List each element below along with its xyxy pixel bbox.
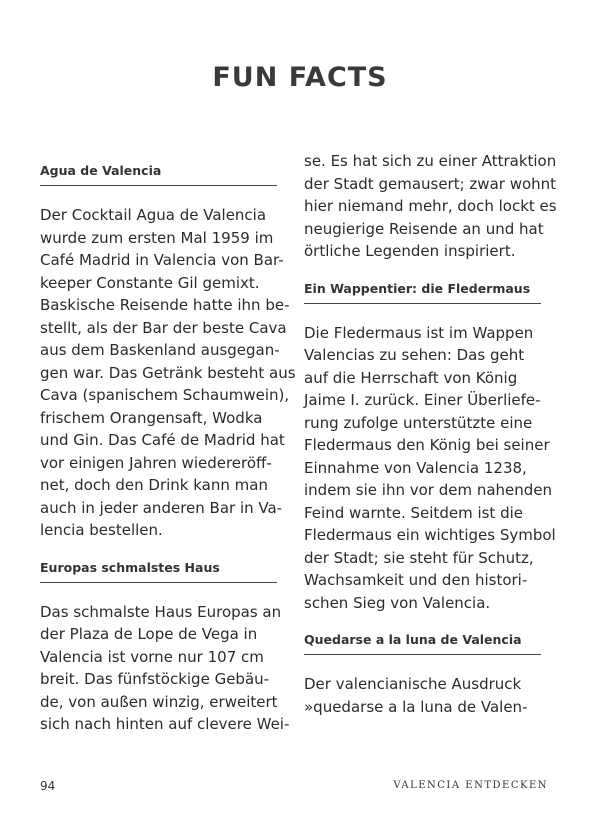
text-line: se. Es hat sich zu einer Attraktion: [304, 152, 557, 170]
right-column: [304, 150, 557, 736]
running-head: VALENCIA ENTDECKEN: [393, 780, 548, 791]
text-line: neugierige Reisende an und hat: [304, 219, 544, 238]
page-title: FUN FACTS: [212, 62, 388, 94]
text-line: auf die Herrschaft von König: [304, 368, 518, 387]
text-line: Das schmalste Haus Europas an: [40, 602, 282, 621]
text-line: Fledermaus den König bei seiner: [304, 436, 550, 454]
paragraph-continuation: [304, 150, 557, 263]
text-line: der Plaza de Lope de Vega in: [40, 625, 258, 643]
text-line: de, von außen winzig, erweitert: [40, 692, 278, 711]
text-line: Valencia ist vorne nur 107 cm: [40, 647, 264, 666]
text-line: Baskische Reisende hatte ihn be-: [40, 296, 290, 314]
text-line: vor einigen Jahren wiedereröff-: [40, 453, 272, 472]
left-column: [40, 150, 296, 754]
text-line: rung zufolge unterstützte eine: [304, 413, 533, 432]
text-line: sich nach hinten auf clevere Wei-: [40, 715, 290, 733]
text-line: Cava (spanischem Schaumwein),: [40, 386, 290, 404]
section-heading-wappentier: Ein Wappentier: die Fledermaus: [304, 281, 541, 304]
text-line: Valencias zu sehen: Das geht: [304, 346, 525, 364]
text-line: wurde zum ersten Mal 1959 im: [40, 228, 274, 247]
text-line: Der Cocktail Agua de Valencia: [40, 206, 267, 224]
text-line: »quedarse a la luna de Valen-: [304, 697, 528, 716]
text-line: und Gin. Das Café de Madrid hat: [40, 431, 285, 449]
paragraph-agua-de-valencia: [40, 204, 296, 542]
text-line: gen war. Das Getränk besteht aus: [40, 363, 296, 382]
text-line: auch in jeder anderen Bar in Va-: [40, 498, 283, 517]
text-line: frischem Orangensaft, Wodka: [40, 408, 263, 427]
text-line: Die Fledermaus ist im Wappen: [304, 323, 534, 342]
paragraph-wappentier: [304, 322, 556, 615]
text-line: der Stadt gemausert; zwar wohnt: [304, 174, 557, 193]
section-heading-europas-schmalstes-haus: Europas schmalstes Haus: [40, 560, 277, 583]
text-line: breit. Das fünfstöckige Gebäu-: [40, 670, 270, 688]
text-line: Feind warnte. Seitdem ist die: [304, 503, 523, 522]
text-line: stellt, als der Bar der beste Cava: [40, 318, 287, 337]
text-line: örtliche Legenden inspiriert.: [304, 242, 516, 260]
text-line: Fledermaus ein wichtiges Symbol: [304, 526, 556, 544]
text-line: Einnahme von Valencia 1238,: [304, 458, 527, 477]
text-line: Jaime I. zurück. Einer Überliefe-: [304, 391, 541, 409]
text-line: schen Sieg von Valencia.: [304, 593, 491, 612]
section-heading-agua-de-valencia: Agua de Valencia: [40, 163, 277, 186]
section-heading-quedarse-a-la-luna: Quedarse a la luna de Valencia: [304, 632, 541, 655]
text-line: der Stadt; sie steht für Schutz,: [304, 548, 534, 567]
text-line: net, doch den Drink kann man: [40, 476, 268, 494]
text-line: Der valencianische Ausdruck: [304, 675, 522, 693]
text-line: lencia bestellen.: [40, 521, 163, 539]
page-number: 94: [40, 779, 56, 793]
text-line: keeper Constante Gil gemixt.: [40, 273, 260, 292]
text-line: Café Madrid in Valencia von Bar-: [40, 251, 284, 269]
text-line: hier niemand mehr, doch lockt es: [304, 197, 557, 215]
text-line: indem sie ihn vor dem nahenden: [304, 481, 553, 499]
text-line: aus dem Baskenland ausgegan-: [40, 341, 280, 359]
paragraph-europas-schmalstes-haus: [40, 601, 290, 736]
paragraph-quedarse-a-la-luna: [304, 673, 541, 718]
text-line: Wachsamkeit und den histori-: [304, 571, 528, 589]
